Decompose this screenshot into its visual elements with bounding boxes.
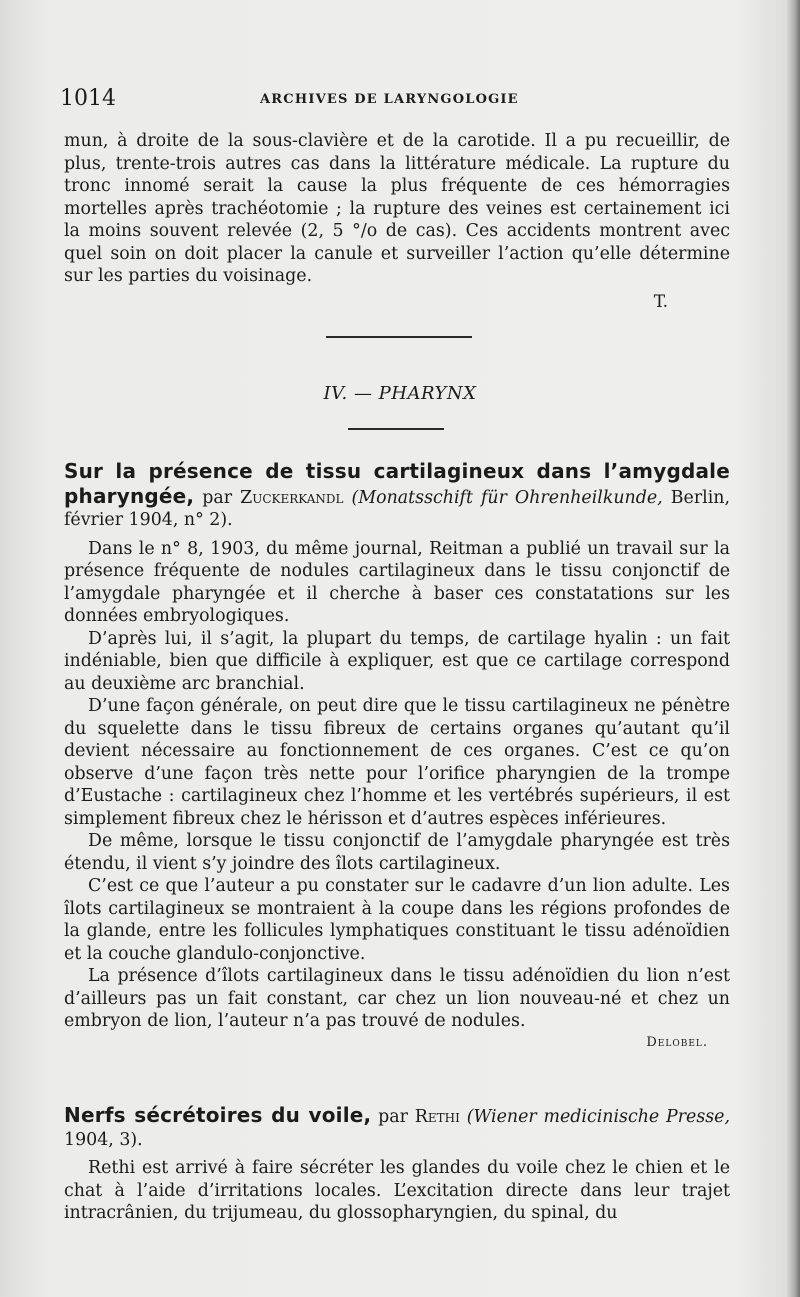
- separator-rule: [326, 336, 472, 338]
- section-rule: [348, 428, 444, 430]
- previous-article-text: mun, à droite de la sous-clavière et de la carotide. Il a pu recueillir, de plus, trente-trois autres cas dans la littérature médicale. La rupture du tronc innomé serait la cause la plus fréquente de ces hémorragies mortelles après trachéotomie ; la rupture des veines est certainement ici la moins souvent relevée (2, 5 °/o de cas). Ces accidents montrent avec quel soin on doit placer la canule et surveiller l’action qu’elle détermine sur les parties du voisinage.: [64, 131, 730, 286]
- article-journal: (Wiener medicinische Presse,: [466, 1107, 730, 1127]
- paragraph: Rethi est arrivé à faire sécréter les glandes du voile chez le chien et le chat à l’aide d’irritations locales. L’excitation directe dans leur trajet intracrânien, du trijumeau, du glossopharyngien, du spinal, du: [64, 1158, 730, 1223]
- previous-article-end: [64, 130, 730, 312]
- paragraph: De même, lorsque le tissu conjonctif de l’amygdale pharyngée est très étendu, il vient s’y joindre des îlots cartilagineux.: [64, 831, 730, 874]
- article-author: Zuckerkandl: [240, 487, 344, 508]
- article-citation: Berlin, février 1904, n° 2).: [64, 487, 730, 530]
- article-citation: 1904, 3).: [64, 1129, 143, 1150]
- article-heading: [64, 460, 730, 532]
- article-by: par: [378, 1107, 408, 1127]
- previous-article-signature: T.: [653, 291, 668, 312]
- paragraph: La présence d’îlots cartilagineux dans le tissu adénoïdien du lion n’est d’ailleurs pas un fait constant, car chez un lion nouveau-né et chez un embryon de lion, l’auteur n’a pas trouvé de nodules.: [64, 966, 730, 1031]
- section-heading: IV. — PHARYNX: [323, 383, 477, 404]
- page-edge-shadow: [786, 0, 800, 1297]
- article-author: Rethi: [414, 1107, 460, 1127]
- article-by: par: [202, 487, 233, 508]
- article-nerves: [64, 1104, 730, 1225]
- paragraph: Dans le n° 8, 1903, du même journal, Reitman a publié un travail sur la présence fréquente de nodules cartilagineux dans le tissu conjonctif de l’amygdale pharyngée et il cherche à baser ces constatations sur les données embryologiques.: [64, 538, 730, 626]
- article-cartilage: [64, 460, 730, 1050]
- paragraph: C’est ce que l’auteur a pu constater sur le cadavre d’un lion adulte. Les îlots cartilagineux se montraient à la coupe dans les régions profondes de la glande, entre les follicules lymphatiques constituant le tissu adénoïdien et la couche glandulo-conjonctive.: [64, 876, 730, 964]
- article-heading: [64, 1104, 730, 1151]
- paragraph: D’après lui, il s’agit, la plupart du temps, de cartilage hyalin : un fait indéniable, bien que difficile à expliquer, est que ce cartilage correspond au deuxième arc branchial.: [64, 628, 730, 694]
- article-title: Nerfs sécrétoires du voile,: [64, 1103, 372, 1127]
- running-title: ARCHIVES DE LARYNGOLOGIE: [260, 92, 519, 107]
- page-number: 1014: [60, 86, 116, 111]
- paragraph: D’une façon générale, on peut dire que le tissu cartilagineux ne pénètre du squelette dans le tissu fibreux de certains organes qu’autant qu’il devient nécessaire au fonctionnement de ces organes. C’est ce qu’on observe d’une façon très nette pour l’orifice pharyngien de la trompe d’Eustache : cartilagineux chez l’homme et les vertébrés supérieurs, il est simplement fibreux chez le hérisson et d’autres espèces inférieures.: [64, 696, 730, 829]
- article-signature: Delobel.: [646, 1034, 708, 1050]
- article-journal: (Monatsschift für Ohrenheilkunde,: [351, 487, 663, 508]
- article-title: Sur la présence de tissu cartilagineux dans l’amygdale pharyngée,: [64, 459, 730, 508]
- running-header: [60, 86, 740, 116]
